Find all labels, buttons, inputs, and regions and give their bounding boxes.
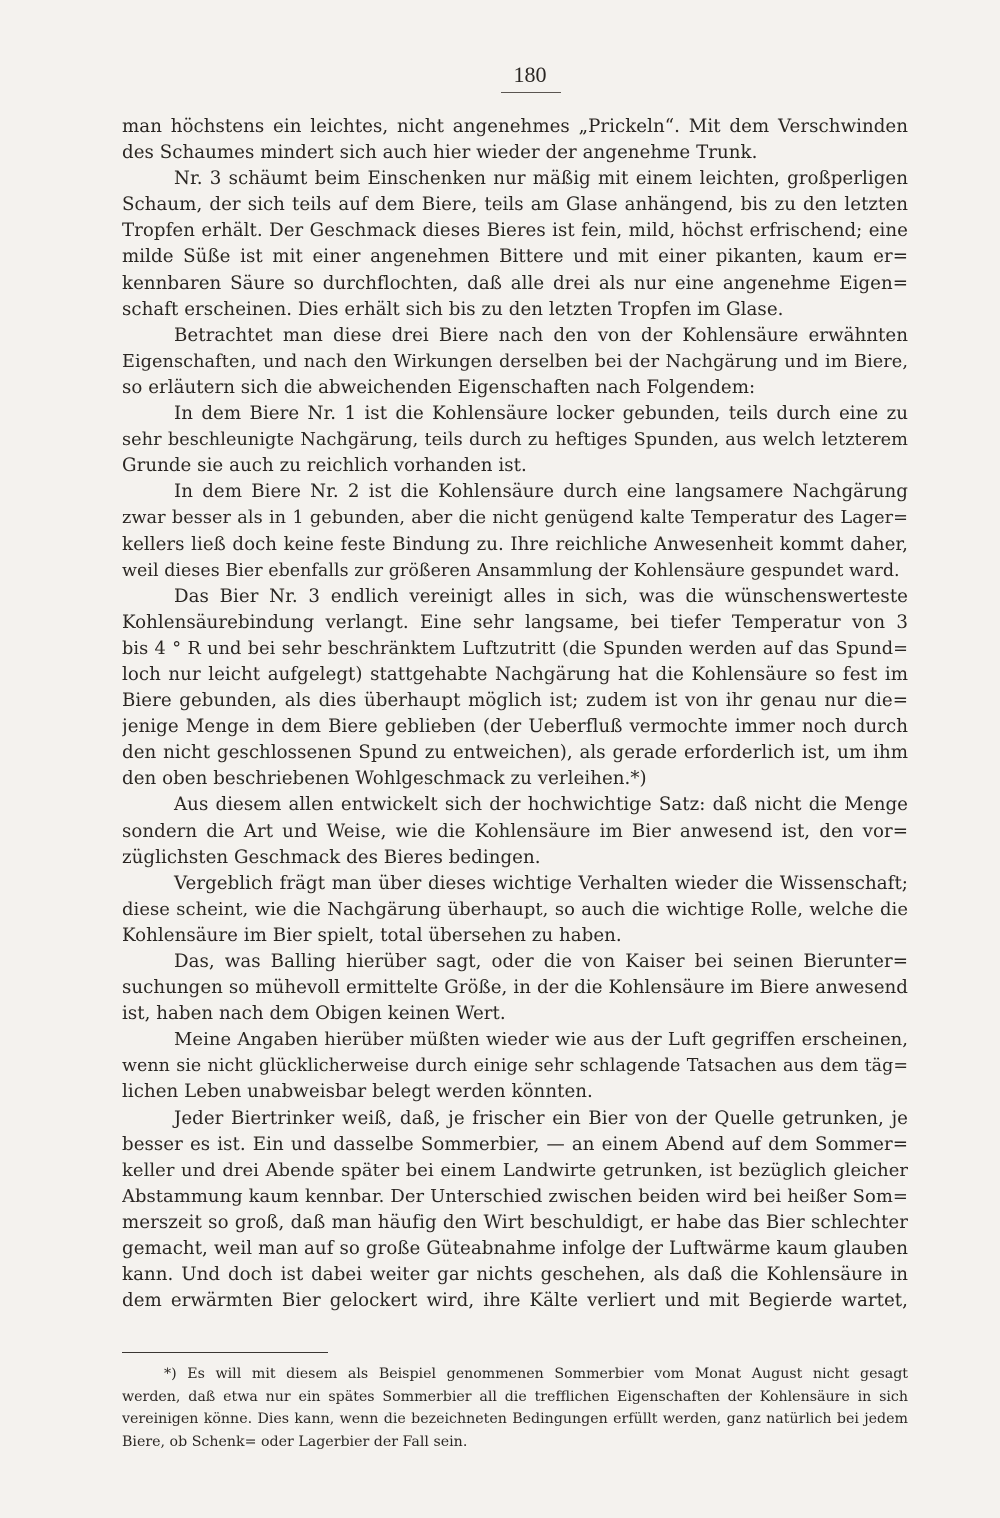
text-line: Das Bier Nr. 3 endlich vereinigt alles in sich, was die wünschenswerteste — [174, 585, 908, 607]
text-line: des Schaumes mindert sich auch hier wieder der angenehme Trunk. — [122, 142, 758, 164]
text-line: suchungen so mühevoll ermittelte Größe, in der die Kohlensäure im Biere anwesend — [122, 977, 908, 999]
text-line: Eigenschaften, und nach den Wirkungen derselben bei der Nachgärung und im Biere, — [122, 351, 908, 372]
text-line: merszeit so groß, daß man häufig den Wirt beschuldigt, er habe das Bier schlechter — [122, 1211, 908, 1233]
footnote-line: werden, daß etwa nur ein spätes Sommerbier all die trefflichen Eigenschaften der Kohlensäure in sich — [122, 1388, 908, 1405]
text-line: weil dieses Bier ebenfalls zur größeren Ansammlung der Kohlensäure gespundet ward. — [122, 560, 900, 581]
text-line: Grunde sie auch zu reichlich vorhanden ist. — [122, 455, 527, 477]
text-line: Das, was Balling hierüber sagt, oder die von Kaiser bei seinen Bierunter= — [174, 951, 908, 972]
text-line: Schaum, der sich teils auf dem Biere, teils am Glase anhängend, bis zu den letzten — [122, 194, 908, 216]
text-line: zwar besser als in 1 gebunden, aber die nicht genügend kalte Temperatur des Lager= — [122, 508, 908, 529]
body-text — [122, 114, 908, 1314]
footnote-line: *) Es will mit diesem als Beispiel genommenen Sommerbier vom Monat August nicht gesagt — [164, 1366, 908, 1382]
text-line: Aus diesem allen entwickelt sich der hochwichtige Satz: daß nicht die Menge — [174, 794, 908, 816]
text-line: schaft erscheinen. Dies erhält sich bis zu den letzten Tropfen im Glase. — [122, 298, 784, 320]
text-line: Vergeblich frägt man über dieses wichtige Verhalten wieder die Wissenschaft; — [174, 872, 908, 894]
text-line: Biere gebunden, als dies überhaupt möglich ist; zudem ist von ihr genau nur die= — [122, 690, 908, 712]
page-number: 180 — [513, 62, 547, 87]
text-line: kellers ließ doch keine feste Bindung zu. Ihre reichliche Anwesenheit kommt daher, — [122, 533, 908, 555]
text-line: kennbaren Säure so durchflochten, daß alle drei als nur eine angenehme Eigen= — [122, 272, 908, 294]
text-line: In dem Biere Nr. 2 ist die Kohlensäure durch eine langsamere Nachgärung — [174, 481, 908, 503]
text-line: ist, haben nach dem Obigen keinen Wert. — [122, 1003, 506, 1025]
text-line: jenige Menge in dem Biere geblieben (der Ueberfluß vermochte immer noch durch — [122, 716, 908, 738]
text-line: Nr. 3 schäumt beim Einschenken nur mäßig mit einem leichten, großperligen — [174, 168, 908, 190]
text-line: man höchstens ein leichtes, nicht angenehmes „Prickeln“. Mit dem Verschwinden — [122, 116, 908, 137]
text-line: sehr beschleunigte Nachgärung, teils durch zu heftiges Spunden, aus welch letzterem — [122, 430, 908, 451]
footnotes — [122, 1363, 908, 1453]
text-line: Kohlensäure im Bier spielt, total übersehen zu haben. — [122, 924, 622, 946]
text-line: Jeder Biertrinker weiß, daß, je frischer ein Bier von der Quelle getrunken, je — [174, 1107, 908, 1129]
text-line: den nicht geschlossenen Spund zu entweichen), als gerade erforderlich ist, um ihm — [122, 742, 908, 764]
text-line: wenn sie nicht glücklicherweise durch einige sehr schlagende Tatsachen aus dem täg= — [122, 1056, 908, 1077]
text-line: bis 4 ° R und bei sehr beschränktem Luftzutritt (die Spunden werden auf das Spund= — [122, 638, 908, 659]
footnote-rule — [122, 1352, 328, 1353]
text-line: diese scheint, wie die Nachgärung überhaupt, so auch die wichtige Rolle, welche die — [122, 898, 908, 920]
text-line: lichen Leben unabweisbar belegt werden könnten. — [122, 1081, 593, 1103]
text-line: gemacht, weil man auf so große Güteabnahme infolge der Luftwärme kaum glauben — [122, 1238, 908, 1260]
text-line: milde Süße ist mit einer angenehmen Bittere und mit einer pikanten, kaum er= — [122, 246, 908, 268]
text-line: Betrachtet man diese drei Biere nach den von der Kohlensäure erwähnten — [174, 324, 908, 346]
footnote-line: vereinigen könne. Dies kann, wenn die bezeichneten Bedingungen erfüllt werden, ganz natürlich bei jedem — [122, 1411, 908, 1427]
text-line: kann. Und doch ist dabei weiter gar nichts geschehen, als daß die Kohlensäure in — [122, 1264, 908, 1286]
text-line: so erläutern sich die abweichenden Eigenschaften nach Folgendem: — [122, 376, 756, 398]
text-line: Kohlensäurebindung verlangt. Eine sehr langsame, bei tiefer Temperatur von 3 — [122, 611, 908, 633]
text-line: keller und drei Abende später bei einem Landwirte getrunken, ist bezüglich gleicher — [122, 1159, 908, 1181]
text-line: den oben beschriebenen Wohlgeschmack zu verleihen.*) — [122, 768, 647, 790]
text-line: züglichsten Geschmack des Bieres bedingen. — [122, 846, 541, 868]
text-line: In dem Biere Nr. 1 ist die Kohlensäure locker gebunden, teils durch eine zu — [174, 403, 908, 425]
text-line: sondern die Art und Weise, wie die Kohlensäure im Bier anwesend ist, den vor= — [122, 820, 908, 842]
text-line: Abstammung kaum kennbar. Der Unterschied zwischen beiden wird bei heißer Som= — [122, 1185, 908, 1207]
text-line: besser es ist. Ein und dasselbe Sommerbier, — an einem Abend auf dem Sommer= — [122, 1133, 908, 1155]
text-line: loch nur leicht aufgelegt) stattgehabte Nachgärung hat die Kohlensäure so fest im — [122, 663, 908, 685]
text-line: Meine Angaben hierüber müßten wieder wie aus der Luft gegriffen erscheinen, — [174, 1029, 908, 1051]
page-number-rule — [501, 92, 561, 93]
text-line: dem erwärmten Bier gelockert wird, ihre Kälte verliert und mit Begierde wartet, — [122, 1290, 908, 1312]
text-line: Tropfen erhält. Der Geschmack dieses Bieres ist fein, mild, höchst erfrischend; eine — [122, 220, 908, 242]
footnote-line: Biere, ob Schenk= oder Lagerbier der Fall sein. — [122, 1433, 468, 1450]
